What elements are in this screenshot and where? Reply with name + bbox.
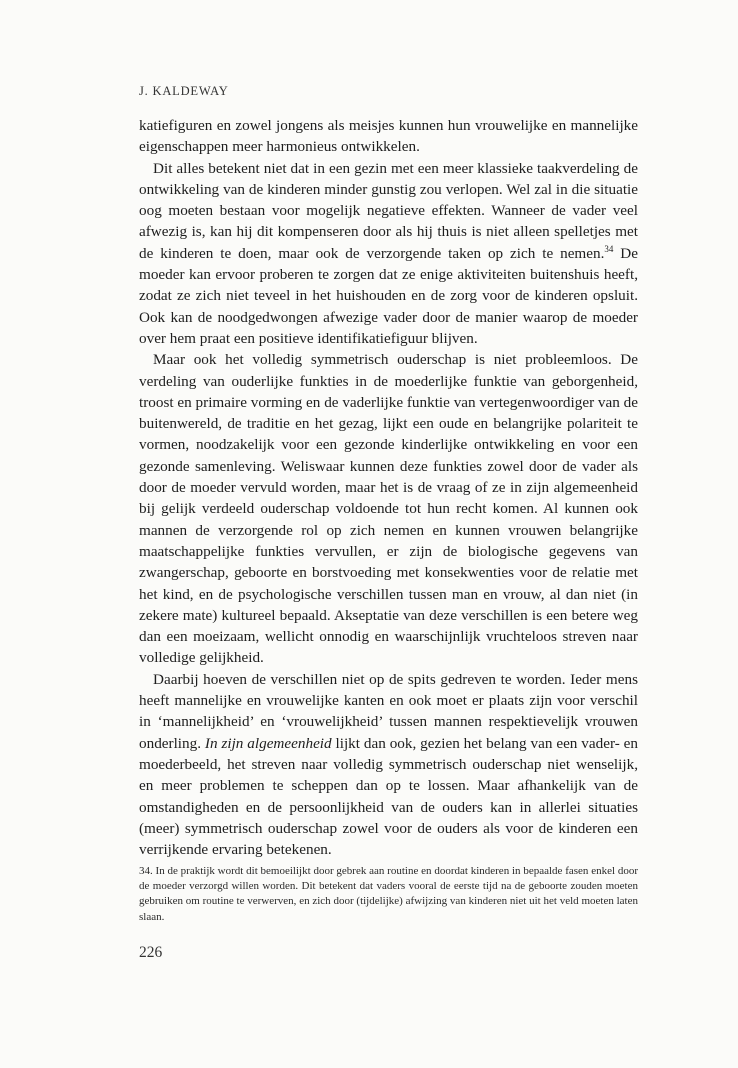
paragraph-text: lijkt dan ook, gezien het belang van een vader- en moederbeeld, het streven naar volledig symmetrisch ouderschap niet wenselijk, en meer problemen te scheppen dan op te lossen. Maar afhankelijk van de omstandigheden en de persoonlijkheid van de ouders kan in allerlei situaties (meer) symmetrisch ouderschap zowel voor de ouders als voor de kinderen een verrijkende ervaring betekenen. <box>139 734 638 859</box>
footnote: 34. In de praktijk wordt dit bemoeilijkt door gebrek aan routine en doordat kinderen in bepaalde fasen enkel door de moeder verzorgd willen worden. Dit betekent dat vaders vooral de eerste tijd na de geboorte zouden moeten gebruiken om routine te verwerven, en zich door (tijdelijke) afwijzing van kinderen niet uit het veld moeten laten slaan. <box>139 865 638 923</box>
paragraph <box>139 349 638 668</box>
emphasis-text: In zijn algemeenheid <box>204 734 332 752</box>
page-number: 226 <box>139 944 163 961</box>
body-text <box>139 115 638 860</box>
running-head-author: J. KALDEWAY <box>139 84 229 98</box>
paragraph-text: katiefiguren en zowel jongens als meisjes kunnen hun vrouwelijke en mannelijke eigenschappen meer harmonieus ontwikkelen. <box>139 117 638 156</box>
paragraph <box>139 669 638 861</box>
footnote-marker: 34 <box>604 243 614 254</box>
paragraph-text: Dit alles betekent niet dat in een gezin met een meer klassieke taakverdeling de ontwikkeling van de kinderen minder gunstig zou verlopen. Wel zal in die situatie oog moeten bestaan voor mogelijk negatieve effekten. Wanneer de vader veel afwezig is, kan hij dit kompenseren door als hij thuis is niet alleen spelletjes met de kinderen te doen, maar ook de verzorgende taken op zich te nemen. <box>139 159 638 262</box>
paragraph <box>139 158 638 350</box>
paragraph-text: Daarbij hoeven de verschillen niet op de spits gedreven te worden. Ieder mens heeft mannelijke en vrouwelijke kanten en ook moet er plaats zijn voor verschil in ‘mannelijkheid’ en ‘vrouwelijkheid’ tussen mannen respektievelijk vrouwen onderling. <box>139 670 638 752</box>
paragraph-text: Maar ook het volledig symmetrisch ouderschap is niet probleemloos. De verdeling van ouderlijke funkties in de moederlijke funktie van geborgenheid, troost en primaire vorming en de vaderlijke funktie van vertegenwoordiger van de buitenwereld, de traditie en het gezag, lijkt een oude en belangrijke polariteit te vormen, noodzakelijk voor een gezonde kinderlijke ontwikkeling en voor een gezonde samenleving. Weliswaar kunnen deze funkties zowel door de vader als door de moeder vervuld worden, maar het is de vraag of ze in zijn algemeenheid bij gelijk verdeeld ouderschap voldoende tot hun recht komen. Al kunnen ook mannen de verzorgende rol op zich nemen en kunnen vrouwen belangrijke maatschappelijke funkties vervullen, er zijn de biologische gegevens van zwangerschap, geboorte en borstvoeding met konsekwenties voor de relatie met het kind, en de psychologische verschillen tussen man en vrouw, al dan niet (in zekere mate) kultureel bepaald. Akseptatie van deze verschillen is een betere weg dan een moeizaam, wellicht onnodig en waarschijnlijk vruchteloos streven naar volledige gelijkheid. <box>139 351 638 667</box>
paragraph <box>139 115 638 158</box>
paragraph-text: De moeder kan ervoor proberen te zorgen dat ze enige aktiviteiten buitenshuis heeft, zodat ze zich niet teveel in het huishouden en de zorg voor de kinderen opsluit. Ook kan de noodgedwongen afwezige vader door de manier waarop de moeder over hem praat een positieve identifikatiefiguur blijven. <box>139 244 638 347</box>
